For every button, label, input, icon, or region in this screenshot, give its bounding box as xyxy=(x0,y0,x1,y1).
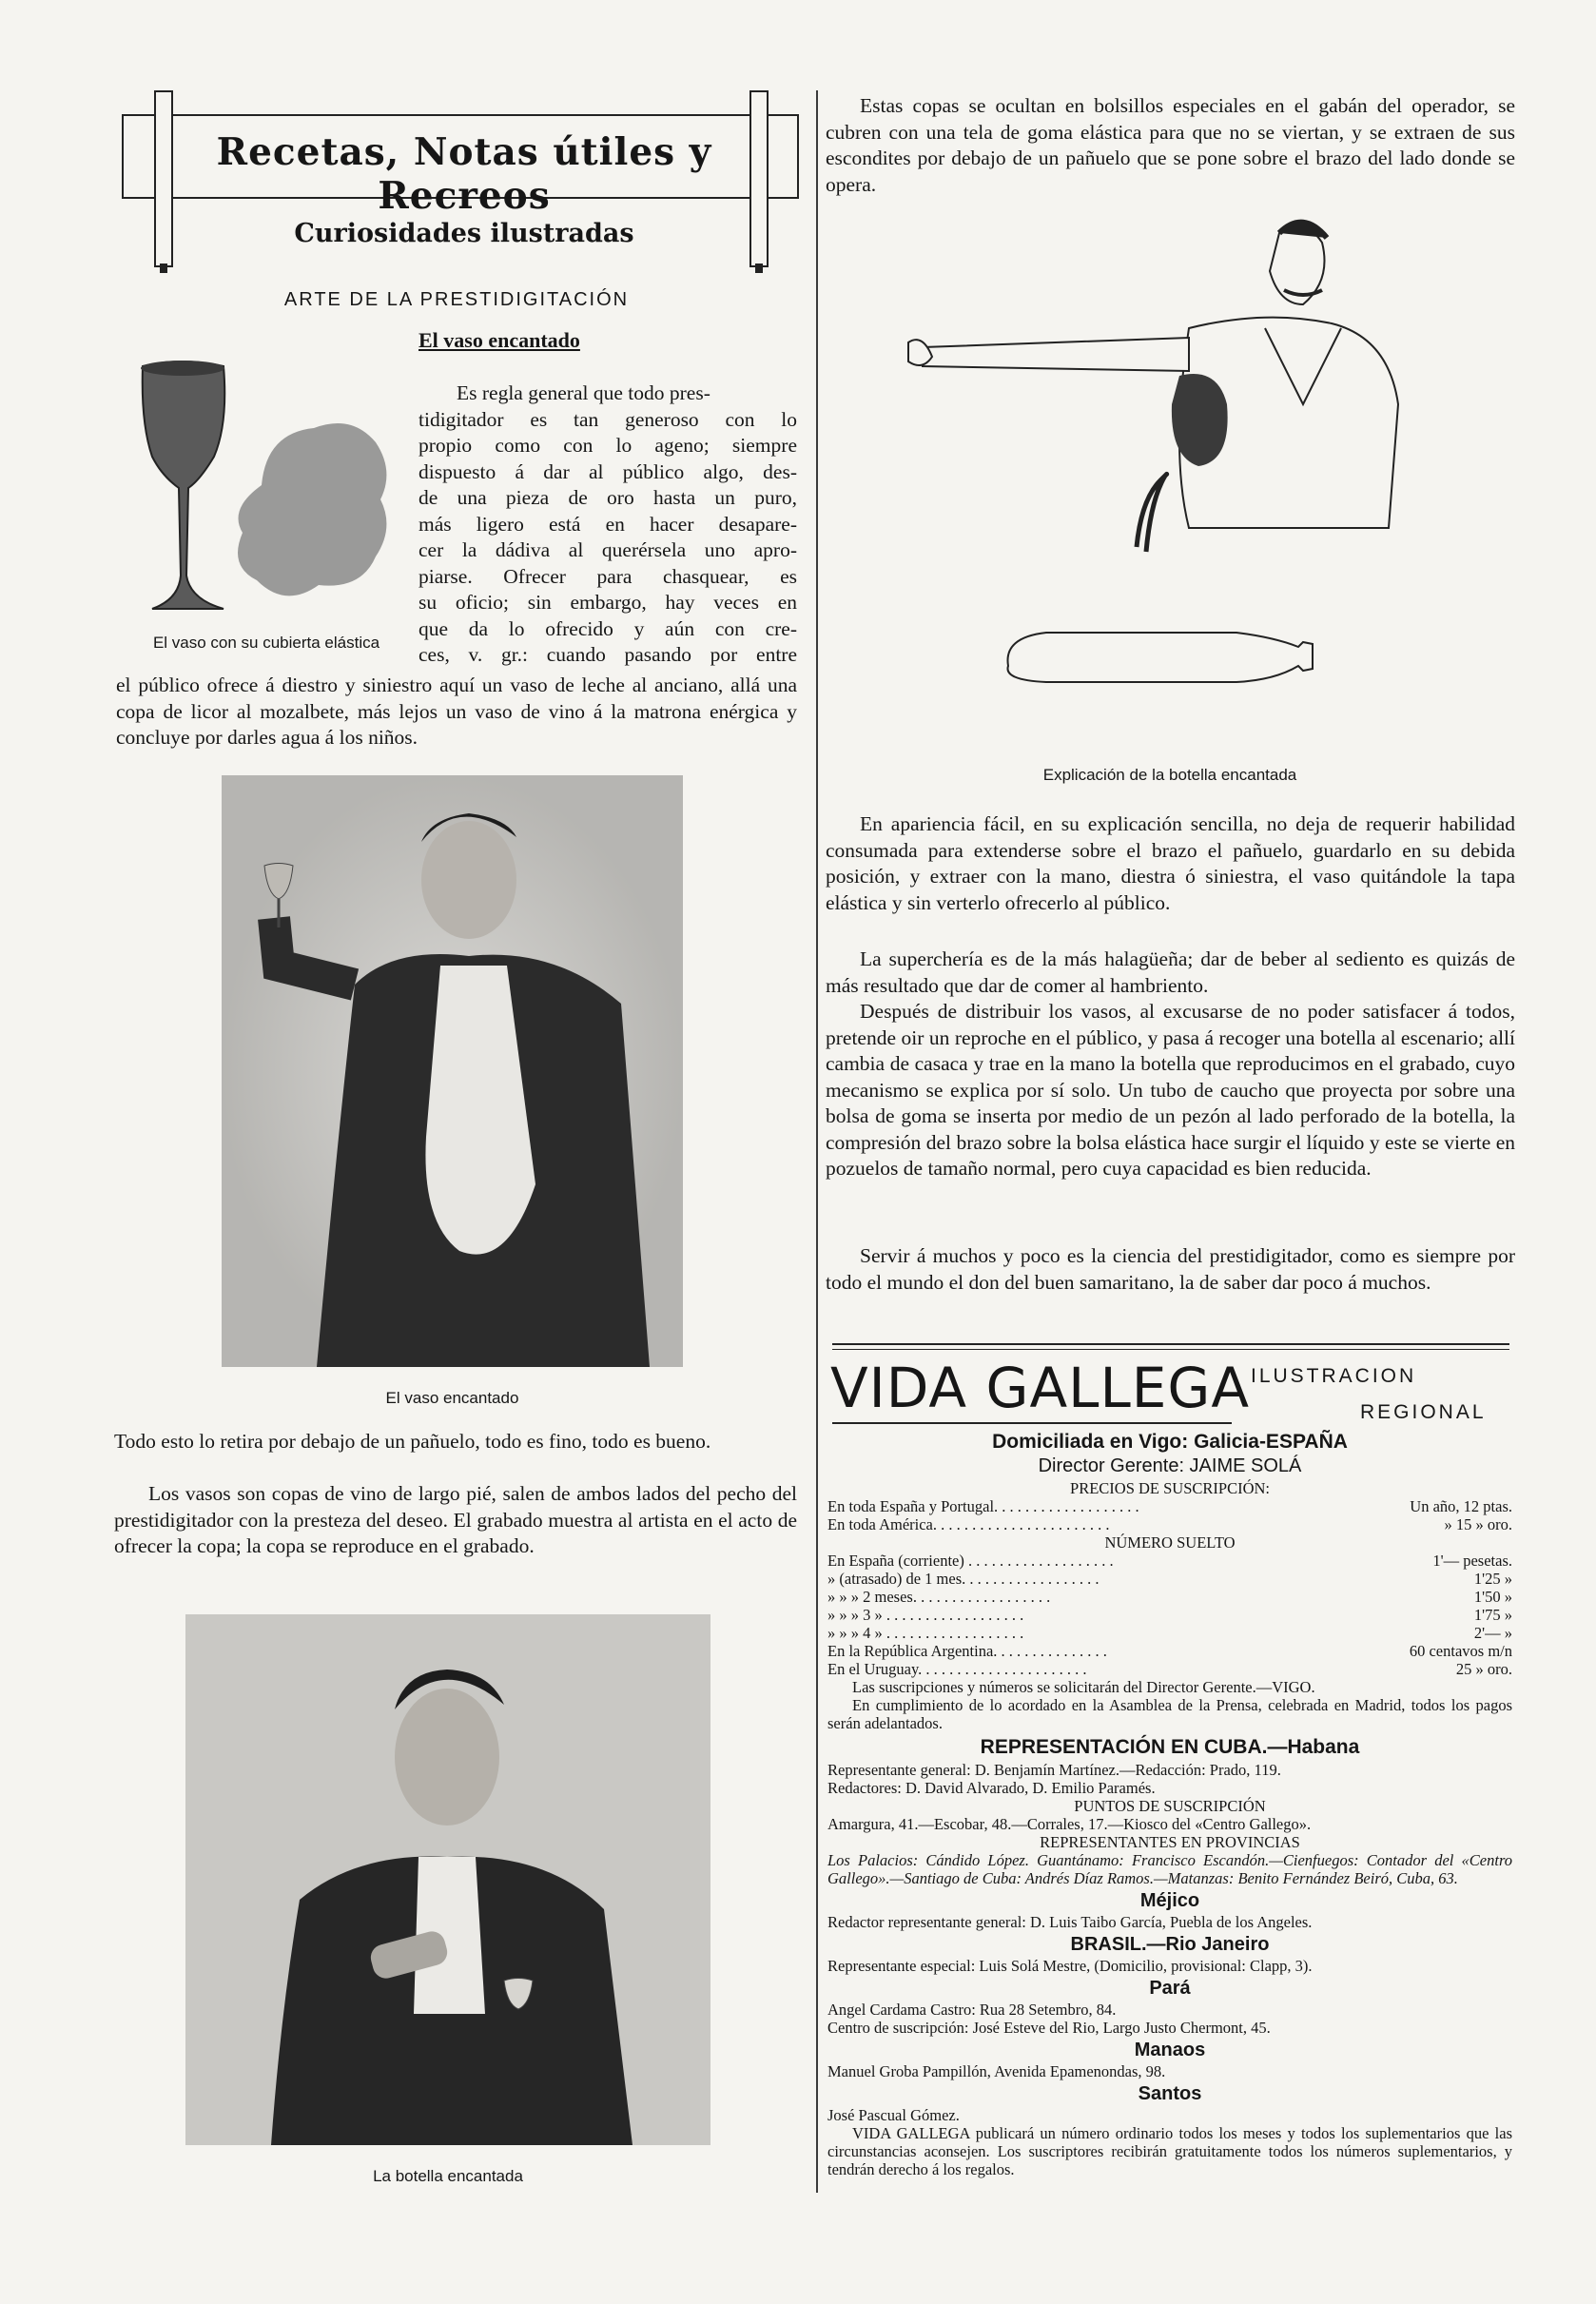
column-divider xyxy=(816,90,818,2193)
manaos-heading: Manaos xyxy=(1134,2040,1206,2060)
single-label: En España (corriente) . . . . . . . . . . . . . . . . . . . xyxy=(827,1552,1114,1570)
single-row xyxy=(827,1570,1512,1588)
banner-post-right xyxy=(749,90,769,267)
banner-frame-right xyxy=(797,114,799,197)
para-line1: Angel Cardama Castro: Rua 28 Setembro, 84. xyxy=(827,2001,1117,2019)
single-value: 1'75 » xyxy=(1473,1606,1512,1624)
subscription-note: Las suscripciones y números se solicitarán del Director Gerente.—VIGO. xyxy=(852,1678,1315,1696)
banner-title: Recetas, Notas útiles y Recreos xyxy=(216,130,712,218)
single-value: 1'— pesetas. xyxy=(1432,1552,1512,1570)
text-line: su oficio; sin embargo, hay veces en xyxy=(418,591,797,614)
text-line: Es regla general que todo pres- xyxy=(457,381,710,404)
right-para4: Después de distribuir los vasos, al excusarse de no poder satisfacer á todos, pretende oir un reproche en el público, y pasa á recoger una botella al escenario; allí cambia de casaca y trae en la mano la botella que reproducimos en el grabado, cuyo mecanismo se explica por sí solo. Un tubo de caucho que proyecta por sobre una bolsa de goma se inserta por medio de un pezón al lado perforado de la botella, la compresión del brazo sobre la bolsa elástica hace surgir el líquido y este se vierte en pozuelos de tamaño normal, pero cuya capacidad es bien reducida. xyxy=(826,1000,1515,1180)
vida-subscription-block xyxy=(827,1430,1512,2178)
text-line: propio como con lo ageno; siempre xyxy=(418,434,797,457)
right-para2: En apariencia fácil, en su explicación sencilla, no deja de requerir habilidad consumada para extenderse sobre el brazo el pañuelo, guardarlo en su debida posición, y extraer con la mano, diestra ó siniestra, el vaso quitándole la tapa elástica y sin verterlo ofrecerlo al público. xyxy=(826,812,1515,914)
text-line: cer la dádiva al querérsela uno apro- xyxy=(418,538,797,561)
price-label: En toda América. . . . . . . . . . . . . . . . . . . . . . . xyxy=(827,1515,1110,1533)
left-para3: Los vasos son copas de vino de largo pié, salen de ambos lados del pecho del prestidigitador con la presteza del deseo. El grabado muestra al artista en el acto de ofrecer la copa; la copa se reproduce en el grabado. xyxy=(114,1482,797,1557)
text-line: más ligero está en hacer desapare- xyxy=(418,512,797,536)
payment-note: En cumplimiento de lo acordado en la Asamblea de la Prensa, celebrada en Madrid, todos los pagos serán adelantados. xyxy=(827,1696,1512,1732)
price-label: En toda España y Portugal. . . . . . . . . . . . . . . . . . . xyxy=(827,1497,1139,1515)
puntos-heading: PUNTOS DE SUSCRIPCIÓN xyxy=(1074,1797,1266,1815)
single-row xyxy=(827,1642,1512,1660)
provinces-heading: REPRESENTANTES EN PROVINCIAS xyxy=(1040,1833,1300,1851)
prices-heading: PRECIOS DE SUSCRIPCIÓN: xyxy=(1070,1479,1270,1497)
manaos-rep: Manuel Groba Pampillón, Avenida Epamenondas, 98. xyxy=(827,2062,1166,2080)
banner-post-tip-right xyxy=(755,264,763,273)
santos-rep: José Pascual Gómez. xyxy=(827,2106,960,2124)
extended-arm xyxy=(923,338,1189,371)
vida-tag-regional: REGIONAL xyxy=(1360,1401,1487,1423)
magician-bottle-engraving xyxy=(185,1614,710,2145)
fig2-caption: El vaso encantado xyxy=(385,1389,519,1407)
para-line2: Centro de suscripción: José Esteve del Rio, Largo Justo Chermont, 45. xyxy=(827,2019,1271,2037)
text-line: de una pieza de oro hasta un puro, xyxy=(418,486,797,509)
provinces-list: Los Palacios: Cándido López. Guantánamo: Francisco Escandón.—Cienfuegos: Contador del «Centro Gallego».—Santiago de Cuba: Andrés Díaz Ramos.—Matanzas: Benito Fernández Beiró, Cuba, 63. xyxy=(827,1851,1512,1887)
single-label: » » » 3 » . . . . . . . . . . . . . . . . . . xyxy=(827,1606,1024,1624)
single-label: » » » 2 meses. . . . . . . . . . . . . . . . . . xyxy=(827,1588,1051,1606)
domicile-line: Domiciliada en Vigo: Galicia-ESPAÑA xyxy=(992,1431,1348,1453)
cuba-heading: REPRESENTACIÓN EN CUBA.—Habana xyxy=(980,1736,1360,1758)
left-para1-narrow xyxy=(418,381,797,669)
single-value: 25 » oro. xyxy=(1455,1660,1512,1678)
bottle-drawing xyxy=(1008,633,1314,682)
right-para1: Estas copas se ocultan en bolsillos especiales en el gabán del operador, se cubren con una tela de goma elástica para que no se viertan, y se extraen de sus escondites por debajo de un pañuelo que se pone sobre el brazo del lado donde se opera. xyxy=(826,94,1515,196)
brasil-rep: Representante especial: Luis Solá Mestre, (Domicilio, provisional: Clapp, 3). xyxy=(827,1957,1313,1975)
publication-note: VIDA GALLEGA publicará un número ordinario todos los meses y todos los suplementarios que las circunstancias aconsejen. Los suscriptores recibirán gratuitamente todos los números suplementarios, y tendrán derecho á los regalos. xyxy=(827,2124,1512,2178)
section-title: ARTE DE LA PRESTIDIGITACIÓN xyxy=(283,289,630,310)
bottle-mechanism-illustration xyxy=(904,214,1436,752)
puntos-list: Amargura, 41.—Escobar, 48.—Corrales, 17.—Kiosco del «Centro Gallego». xyxy=(827,1815,1312,1833)
right-fig-caption: Explicación de la botella encantada xyxy=(1042,766,1297,784)
single-value: 2'— » xyxy=(1473,1624,1512,1642)
goblet-illustration xyxy=(124,357,399,618)
left-para1-tail: el público ofrece á diestro y siniestro aquí un vaso de leche al anciano, allá una copa de licor al mozalbete, más lejos un vaso de vino á la matrona enérgica y concluye por darles agua á los niños. xyxy=(116,674,797,749)
para-heading: Pará xyxy=(1149,1978,1191,1999)
fig3-caption: La botella encantada xyxy=(373,2167,523,2185)
brasil-heading: BRASIL.—Rio Janeiro xyxy=(1070,1934,1270,1955)
single-row xyxy=(827,1588,1512,1606)
right-para3: La superchería es de la más halagüeña; dar de beber al sediento es quizás de más resultado que dar de comer al hambriento. xyxy=(826,947,1515,997)
magician-head xyxy=(421,821,516,939)
banner-post-tip-left xyxy=(160,264,167,273)
fig1-caption: El vaso con su cubierta elástica xyxy=(152,634,380,652)
mexico-heading: Méjico xyxy=(1139,1890,1200,1911)
article-title: El vaso encantado xyxy=(418,328,580,352)
cuba-editors: Redactores: D. David Alvarado, D. Emilio Paramés. xyxy=(827,1779,1156,1797)
single-row xyxy=(827,1552,1512,1570)
santos-heading: Santos xyxy=(1138,2083,1202,2104)
cuba-representative: Representante general: D. Benjamín Martínez.—Redacción: Prado, 119. xyxy=(827,1761,1281,1779)
price-row xyxy=(827,1515,1512,1533)
text-line: tidigitador es tan generoso con lo xyxy=(418,407,797,431)
vida-tag-ilustracion: ILUSTRACION xyxy=(1251,1365,1417,1387)
banner-subtitle: Curiosidades ilustradas xyxy=(294,219,634,248)
vida-rule-top xyxy=(832,1343,1509,1345)
price-value: Un año, 12 ptas. xyxy=(1410,1497,1512,1515)
right-para5: Servir á muchos y poco es la ciencia del prestidigitador, como es siempre por todo el mundo el don del buen samaritano, la de saber dar poco á muchos. xyxy=(826,1244,1515,1294)
text-line: dispuesto á dar al público algo, des- xyxy=(418,459,797,483)
text-line: que da lo ofrecido y aún con cre- xyxy=(418,616,797,640)
vida-rule-top2 xyxy=(832,1349,1509,1350)
single-row xyxy=(827,1660,1512,1678)
magician-head xyxy=(395,1689,499,1826)
mexico-rep: Redactor representante general: D. Luis Taibo García, Puebla de los Angeles. xyxy=(827,1913,1313,1931)
single-label: » (atrasado) de 1 mes. . . . . . . . . . . . . . . . . . xyxy=(827,1570,1100,1588)
vida-title-underline xyxy=(832,1422,1232,1424)
banner-post-left xyxy=(154,90,173,267)
single-label: En la República Argentina. . . . . . . . . . . . . . . xyxy=(827,1642,1107,1660)
single-row xyxy=(827,1624,1512,1642)
single-label: » » » 4 » . . . . . . . . . . . . . . . . . . xyxy=(827,1624,1024,1642)
rubber-tube xyxy=(1137,474,1167,552)
magician-glass-engraving xyxy=(222,775,683,1367)
vida-gallega-title: VIDA GALLEGA xyxy=(830,1356,1251,1420)
single-row xyxy=(827,1606,1512,1624)
single-value: 60 centavos m/n xyxy=(1409,1642,1512,1660)
banner-frame-left xyxy=(122,114,124,197)
left-para2: Todo esto lo retira por debajo de un pañuelo, todo es fino, todo es bueno. xyxy=(114,1430,711,1453)
single-heading: NÚMERO SUELTO xyxy=(1104,1533,1236,1552)
price-row xyxy=(827,1497,1512,1515)
single-value: 1'25 » xyxy=(1473,1570,1512,1588)
single-label: En el Uruguay. . . . . . . . . . . . . . . . . . . . . . xyxy=(827,1660,1087,1678)
text-line: piarse. Ofrecer para chasquear, es xyxy=(418,564,797,588)
elastic-cover-cloth xyxy=(238,423,386,596)
text-line: ces, v. gr.: cuando pasando por entre xyxy=(418,643,797,666)
single-value: 1'50 » xyxy=(1473,1588,1512,1606)
director-line: Director Gerente: JAIME SOLÁ xyxy=(1038,1455,1302,1476)
price-value: » 15 » oro. xyxy=(1444,1515,1512,1533)
